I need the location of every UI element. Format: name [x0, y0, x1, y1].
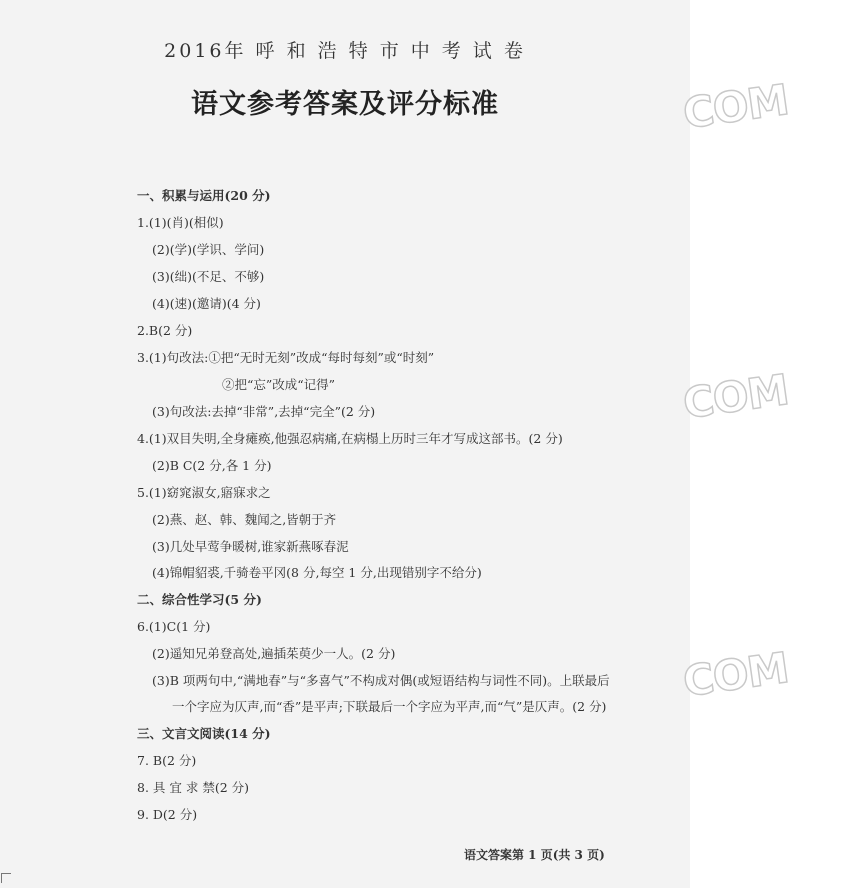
answer-line: 5.(1)窈窕淑女,寤寐求之: [137, 485, 271, 500]
answer-line: 8. 具 宜 求 禁(2 分): [137, 780, 249, 795]
answer-line: (3)(绌)(不足、不够): [152, 269, 265, 284]
exam-title: 2016年 呼 和 浩 特 市 中 考 试 卷: [164, 40, 526, 62]
crop-mark: [1, 873, 11, 883]
answer-line: (2)(学)(学识、学问): [152, 242, 265, 257]
answer-line: (2)燕、赵、韩、魏闻之,皆朝于齐: [152, 512, 337, 527]
watermark: COM: [680, 74, 792, 139]
page-number-footer: 语文答案第 1 页(共 3 页): [464, 848, 605, 862]
answer-line: (4)锦帽貂裘,千骑卷平冈(8 分,每空 1 分,出现错别字不给分): [152, 565, 482, 580]
answer-line: (3)几处早莺争暖树,谁家新燕啄春泥: [152, 539, 349, 554]
answer-line: (3)句改法:去掉“非常”,去掉“完全”(2 分): [152, 404, 376, 419]
answer-line: (2)遥知兄弟登高处,遍插茱萸少一人。(2 分): [152, 646, 396, 661]
answer-line: 1.(1)(肖)(相似): [137, 215, 224, 230]
answer-line: 4.(1)双目失明,全身瘫痪,他强忍病痛,在病榻上历时三年才写成这部书。(2 分): [137, 431, 563, 446]
answer-line: 9. D(2 分): [137, 807, 198, 822]
answer-line: (2)B C(2 分,各 1 分): [152, 458, 272, 473]
watermark: COM: [680, 642, 792, 707]
answer-line: 一个字应为仄声,而“香”是平声;下联最后一个字应为平声,而“气”是仄声。(2 分): [172, 699, 607, 714]
answer-line: 2.B(2 分): [137, 323, 193, 338]
answer-key-title: 语文参考答案及评分标准: [191, 89, 499, 120]
answer-line: ②把“忘”改成“记得”: [222, 377, 336, 392]
answer-line: 6.(1)C(1 分): [137, 619, 211, 634]
answer-line: (4)(速)(邀请)(4 分): [152, 296, 261, 311]
section-heading-1: 一、积累与运用(20 分): [137, 188, 271, 203]
answer-line: 3.(1)句改法:①把“无时无刻”改成“每时每刻”或“时刻”: [137, 350, 435, 365]
watermark: COM: [680, 364, 792, 429]
answer-line: 7. B(2 分): [137, 753, 197, 768]
section-heading-2: 二、综合性学习(5 分): [137, 592, 262, 607]
section-heading-3: 三、文言文阅读(14 分): [137, 726, 271, 741]
answer-line: (3)B 项两句中,“满地春”与“多喜气”不构成对偶(或短语结构与词性不同)。上联最后: [152, 673, 610, 688]
